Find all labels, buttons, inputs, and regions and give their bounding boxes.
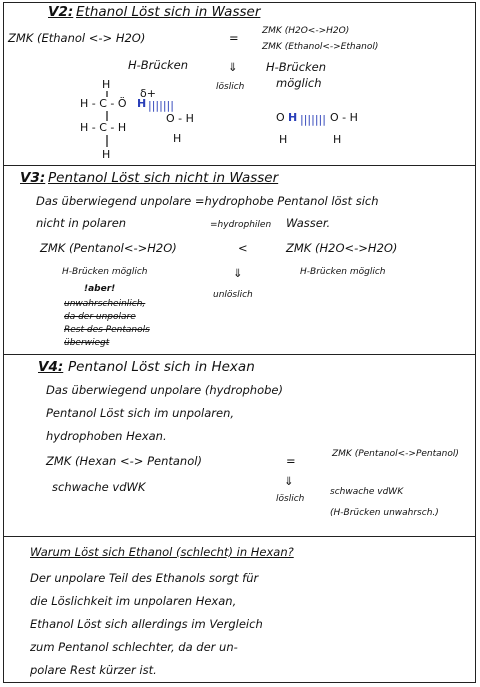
aber-note: !aber! — [84, 284, 116, 294]
right-o2: O - H — [330, 111, 358, 124]
result-label: löslich — [276, 494, 305, 504]
section-divider — [3, 354, 476, 355]
section-title: Pentanol Löst sich nicht in Wasser — [48, 170, 279, 186]
section-label: V3: — [20, 170, 46, 186]
right-sub-h: H — [333, 133, 342, 146]
text-line: Das überwiegend unpolare (hydrophobe) — [46, 383, 283, 397]
atom-h: H — [102, 148, 111, 161]
section-divider — [3, 536, 476, 537]
atom-h: H — [102, 78, 111, 91]
answer-line: polare Rest kürzer ist. — [30, 663, 157, 677]
left-bond: H-Brücken — [128, 58, 189, 72]
right-bond-2: möglich — [276, 76, 322, 90]
atom-row: H - C - Ö — [80, 97, 127, 110]
text-line: hydrophoben Hexan. — [46, 429, 167, 443]
atom-h-blue: H — [137, 97, 147, 110]
text-line: nicht in polaren — [36, 216, 127, 230]
zmk-left: ZMK (Ethanol <-> H2O) — [8, 31, 146, 45]
water-h: H — [173, 132, 182, 145]
text-line: Pentanol Löst sich im unpolaren, — [46, 406, 235, 420]
right-force: schwache vdWK — [330, 487, 404, 497]
zmk-left: ZMK (Hexan <-> Pentanol) — [46, 454, 202, 468]
left-force: schwache vdWK — [52, 480, 146, 494]
answer-line: die Löslichkeit im unpolaren Hexan, — [30, 594, 237, 608]
right-bond: H-Brücken möglich — [300, 267, 386, 277]
note-line: da der unpolare — [64, 312, 136, 322]
atom-row: H - C - H — [80, 121, 127, 134]
text-line: =hydrophilen — [210, 220, 272, 230]
right-bond-1: H-Brücken — [266, 60, 327, 74]
bond-lines — [104, 91, 110, 151]
zmk-right-1: ZMK (H2O<->H2O) — [262, 26, 350, 36]
hbond-dots: ||||||| — [300, 113, 326, 126]
note-line: unwahrscheinlich, — [64, 299, 146, 309]
down-arrow-icon: ⇓ — [228, 60, 238, 74]
note-line: überwiegt — [64, 338, 110, 348]
right-note: (H-Brücken unwahrsch.) — [330, 508, 439, 518]
eq-sign: = — [229, 31, 239, 45]
zmk-right: ZMK (Pentanol<->Pentanol) — [332, 449, 459, 459]
down-arrow-icon: ⇓ — [284, 474, 294, 488]
right-o: O — [276, 111, 285, 124]
note-line: Rest des Pentanols — [64, 325, 150, 335]
answer-line: Der unpolare Teil des Ethanols sorgt für — [30, 571, 259, 585]
eq-sign: = — [286, 454, 296, 468]
question: Warum Löst sich Ethanol (schlecht) in Hexan? — [30, 545, 294, 559]
water-o: O - H — [166, 112, 194, 125]
zmk-left: ZMK (Pentanol<->H2O) — [40, 241, 177, 255]
answer-line: Ethanol Löst sich allerdings im Vergleich — [30, 617, 263, 631]
answer-line: zum Pentanol schlechter, da der un- — [30, 640, 238, 654]
down-arrow-icon: ⇓ — [233, 266, 243, 280]
compare-sign: < — [238, 241, 248, 255]
right-sub-h: H — [279, 133, 288, 146]
section-label: V4: — [38, 359, 64, 375]
section-label: V2: — [48, 4, 74, 20]
section-title: Pentanol Löst sich in Hexan — [68, 359, 255, 375]
hbond-dots: ||||||| — [148, 99, 174, 112]
partial-charge: δ+ — [140, 87, 156, 100]
result-label: unlöslich — [213, 290, 253, 300]
text-line: Wasser. — [286, 216, 331, 230]
zmk-right-2: ZMK (Ethanol<->Ethanol) — [262, 42, 379, 52]
section-divider — [3, 165, 476, 166]
left-bond: H-Brücken möglich — [62, 267, 148, 277]
zmk-right: ZMK (H2O<->H2O) — [286, 241, 398, 255]
right-h-blue: H — [288, 111, 298, 124]
result-label: löslich — [216, 82, 245, 92]
text-line: Das überwiegend unpolare =hydrophobe Pentanol löst sich — [36, 194, 379, 208]
section-title: Ethanol Löst sich in Wasser — [76, 4, 261, 20]
